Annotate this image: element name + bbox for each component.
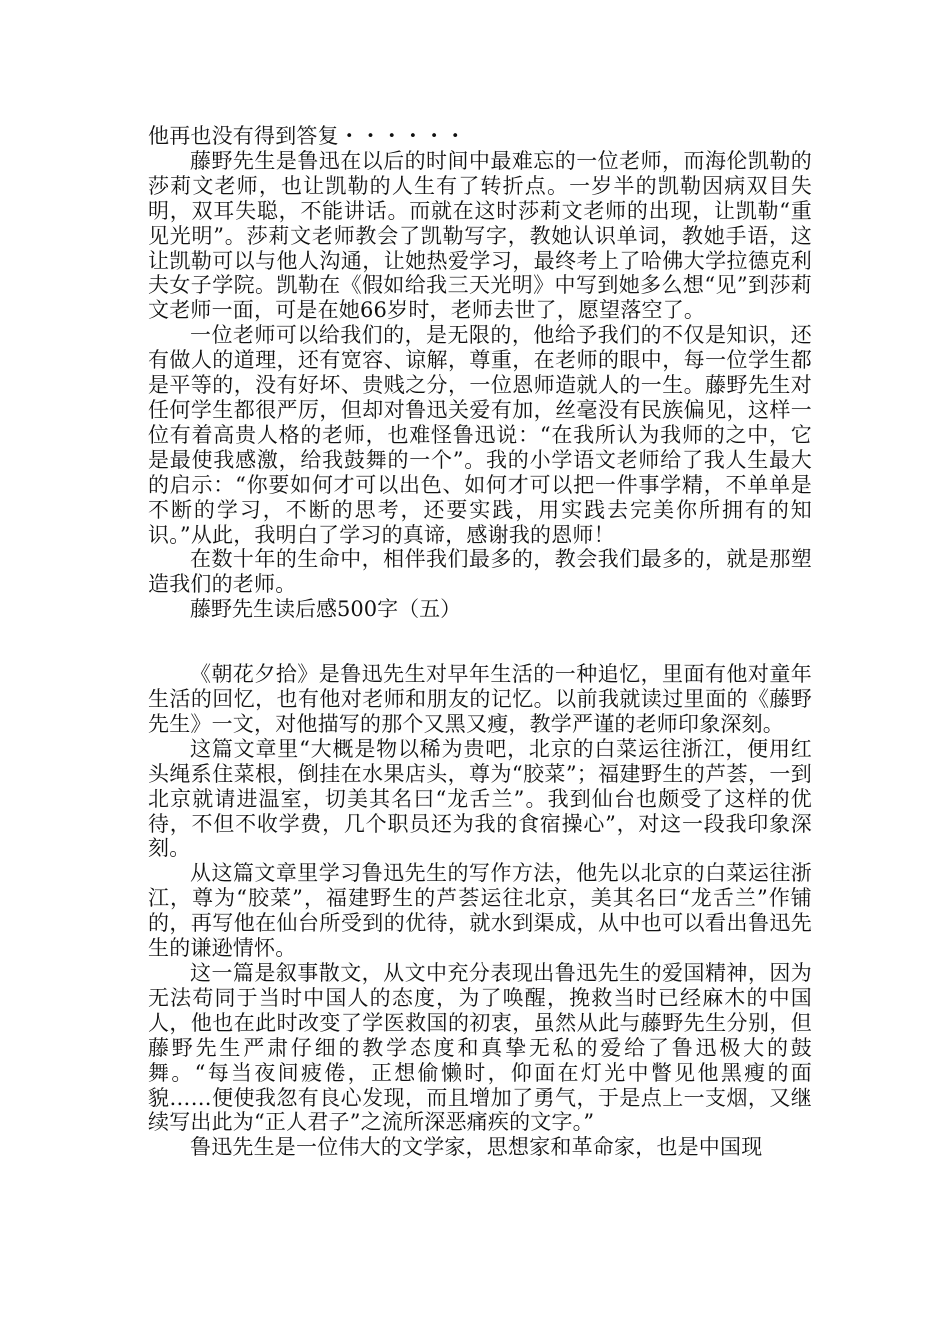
paragraph-teacher-gift: 一位老师可以给我们的，是无限的，他给予我们的不仅是知识，还有做人的道理，还有宽容、谅解，尊重，在老师的眼中，每一位学生都是平等的，没有好坏、贵贱之分，一位恩师造就人的一生。藤野先生对任何学生都很严厉，但却对鲁迅关爱有加，丝毫没有民族偏见，这样一位有着高贵人格的老师，也难怪鲁迅说：“在我所认为我师的之中，它是最使我感激，给我鼓舞的一个”。我的小学语文老师给了我人生最大的启示：“你要如何才可以出色、如何才可以把一件事学精，不单单是不断的学习，不断的思考，还要实践，用实践去完美你所拥有的知识。”从此，我明白了学习的真谛，感谢我的恩师！	[148, 323, 812, 547]
paragraph-morning-flowers: 《朝花夕拾》是鲁迅先生对早年生活的一种追忆，里面有他对童年生活的回忆，也有他对老师和朋友的记忆。以前我就读过里面的《藤野先生》一文，对他描写的那个又黑又瘦，教学严谨的老师印象深刻。	[148, 662, 812, 736]
paragraph-sullivan: 藤野先生是鲁迅在以后的时间中最难忘的一位老师，而海伦凯勒的莎莉文老师，也让凯勒的人生有了转折点。一岁半的凯勒因病双目失明，双耳失聪，不能讲话。而就在这时莎莉文老师的出现，让凯勒“重见光明”。莎莉文老师教会了凯勒写字，教她认识单词，教她手语，这让凯勒可以与他人沟通，让她热爱学习，最终考上了哈佛大学拉德克利夫女子学院。凯勒在《假如给我三天光明》中写到她多么想“见”到莎莉文老师一面，可是在她66岁时，老师去世了，愿望落空了。	[148, 148, 812, 323]
blank-line	[148, 622, 812, 662]
paragraph-patriotism: 这一篇是叙事散文，从文中充分表现出鲁迅先生的爱国精神，因为无法苟同于当时中国人的态度，为了唤醒，挽救当时已经麻木的中国人，他也在此时改变了学医救国的初衷，虽然从此与藤野先生分别，但藤野先生严肃仔细的教学态度和真挚无私的爱给了鲁迅极大的鼓舞。“每当夜间疲倦，正想偷懒时，仰面在灯光中瞥见他黑瘦的面貌……便使我忽有良心发现，而且增加了勇气，于是点上一支烟，又继续写出此为“正人君子”之流所深恶痛疾的文字。”	[148, 961, 812, 1135]
paragraph-continuation: 他再也没有得到答复・・・・・・	[148, 124, 466, 148]
paragraph-lifetime: 在数十年的生命中，相伴我们最多的，教会我们最多的，就是那塑造我们的老师。	[148, 547, 812, 597]
paragraph-great-writer: 鲁迅先生是一位伟大的文学家，思想家和革命家，也是中国现	[190, 1135, 763, 1160]
section-heading: 藤野先生读后感500字（五）	[190, 597, 462, 622]
document-page	[148, 124, 812, 1160]
paragraph-writing-method: 从这篇文章里学习鲁迅先生的写作方法，他先以北京的白菜运往浙江，尊为“胶菜”，福建野生的芦荟运往北京，美其名曰“龙舌兰”作铺的，再写他在仙台所受到的优待，就水到渠成，从中也可以看出鲁迅先生的谦逊情怀。	[148, 861, 812, 961]
paragraph-cabbage-quote: 这篇文章里“大概是物以稀为贵吧，北京的白菜运往浙江，便用红头绳系住菜根，倒挂在水果店头，尊为“胶菜”；福建野生的芦荟，一到北京就请进温室，切美其名曰“龙舌兰”。我到仙台也颇受了这样的优待，不但不收学费，几个职员还为我的食宿操心”，对这一段我印象深刻。	[148, 736, 812, 861]
